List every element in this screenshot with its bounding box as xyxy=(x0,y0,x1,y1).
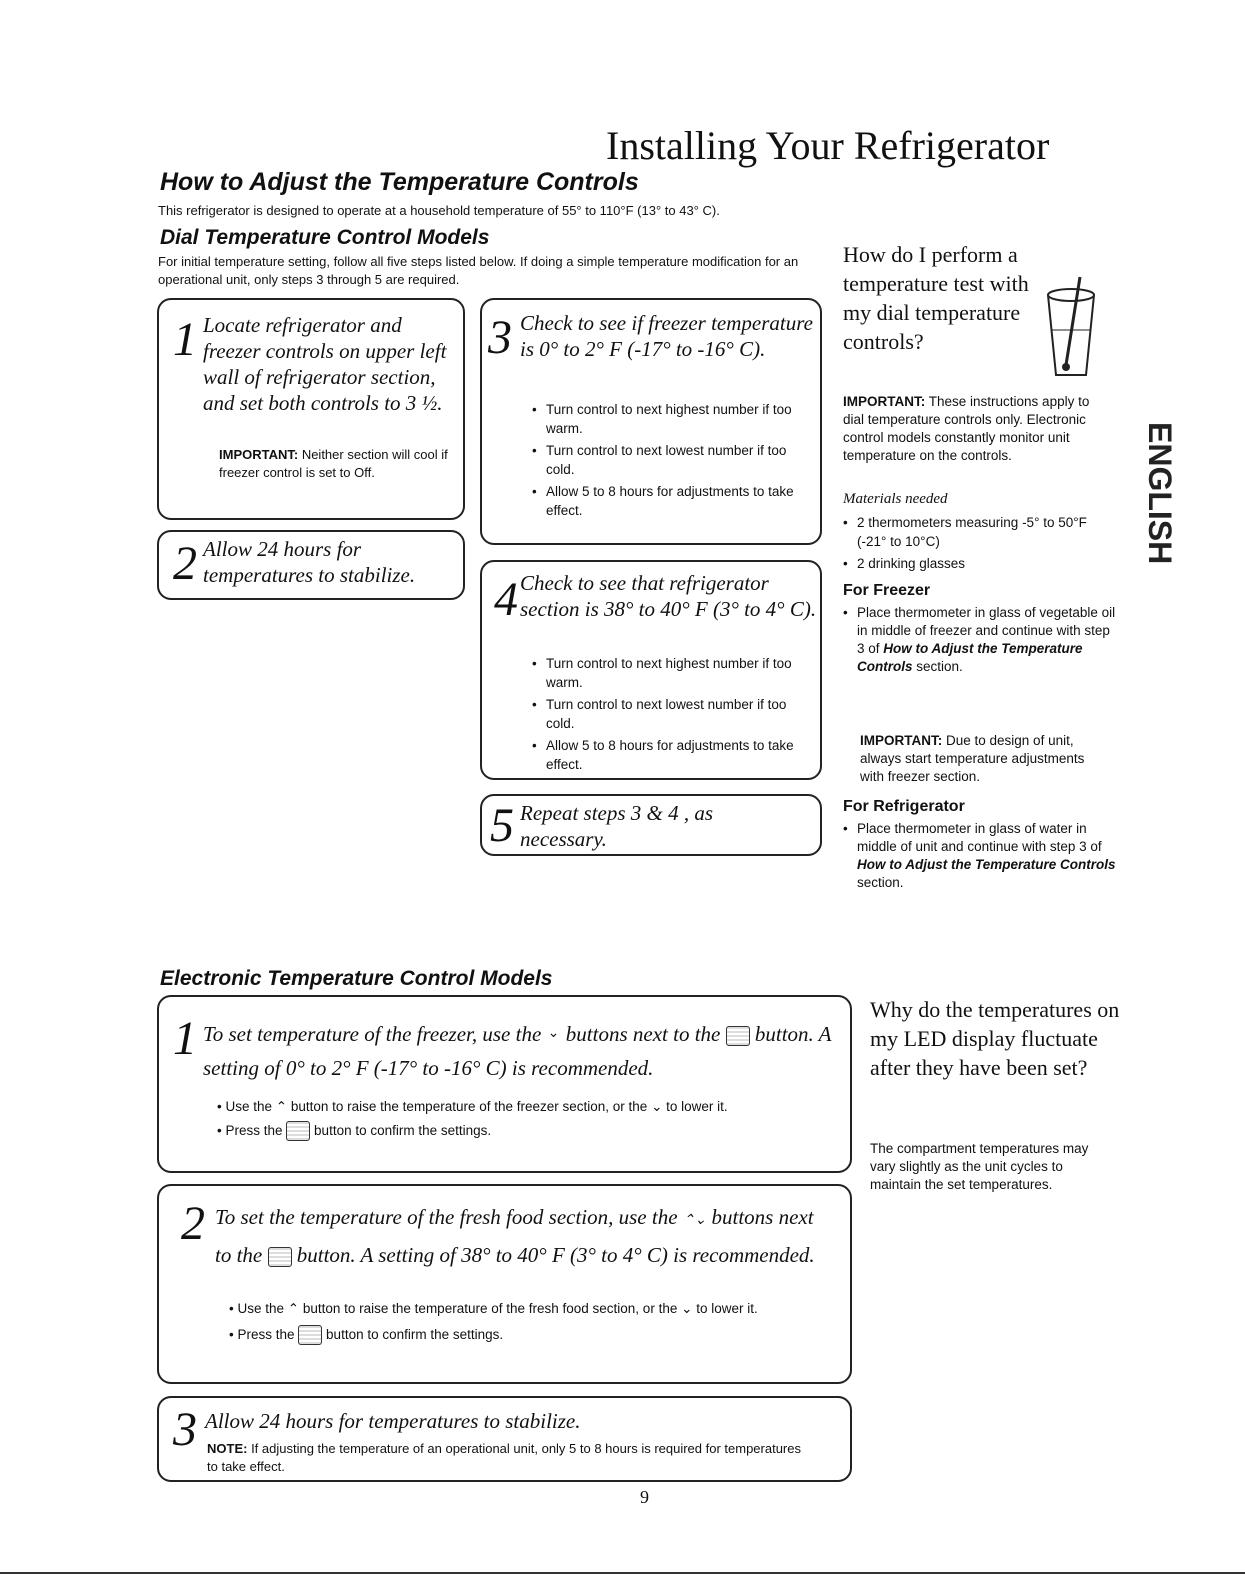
step-bullets xyxy=(532,654,817,777)
freezer-link: How to Adjust the Temperature Controls xyxy=(857,641,1083,674)
step-number: 2 xyxy=(173,537,197,590)
dial-step5-box xyxy=(480,794,822,856)
bullet-text: button to confirm the settings. xyxy=(326,1327,504,1342)
page-number: 9 xyxy=(640,1487,649,1507)
dial-step2-box xyxy=(157,530,465,600)
note-label: NOTE: xyxy=(207,1441,248,1456)
fridge-text-end: section. xyxy=(857,875,904,890)
sidebar-question: How do I perform a temperature test with my dial temperature controls? xyxy=(843,242,1029,354)
up-arrow-icon: ⌃ xyxy=(275,1099,288,1114)
important-text: Due to design of unit, always start temperature adjustments with freezer section. xyxy=(860,733,1085,784)
bullet-item: • Allow 5 to 8 hours for adjustments to take effect. xyxy=(532,736,817,774)
electronic-step3-box xyxy=(157,1396,852,1482)
bullet-item: • Press the button to confirm the settings. xyxy=(229,1322,829,1348)
led-answer: The compartment temperatures may vary slightly as the unit cycles to maintain the set temperatures. xyxy=(870,1141,1089,1192)
step-number: 3 xyxy=(173,1403,197,1456)
important-label: IMPORTANT: xyxy=(860,733,943,748)
bullet-text: Use the xyxy=(225,1099,273,1114)
step-heading: Check to see if freezer temperature is 0° to 2° F (-17° to -16° C). xyxy=(520,311,813,361)
step-heading: Allow 24 hours for temperatures to stabilize. xyxy=(203,537,416,587)
bullet-item: • Turn control to next lowest number if too cold. xyxy=(532,441,817,479)
max-cool-button-icon xyxy=(268,1247,292,1267)
control-settings-button-icon xyxy=(298,1325,322,1345)
electronic-heading: Electronic Temperature Control Models xyxy=(160,967,553,990)
bullet-item: • Turn control to next lowest number if too cold. xyxy=(532,695,817,733)
bullet-text: Press the xyxy=(225,1123,283,1138)
note-label: IMPORTANT: xyxy=(219,447,299,462)
fridge-text: Place thermometer in glass of water in middle of unit and continue with step 3 of xyxy=(857,821,1102,854)
language-tab xyxy=(1125,420,1178,650)
intro-text: This refrigerator is designed to operate at a household temperature of 55° to 110°F (13° to 43° C). xyxy=(158,203,720,218)
step-note xyxy=(219,446,451,482)
material-item: • 2 thermometers measuring -5° to 50°F (-21° to 10°C) xyxy=(843,513,1108,551)
step-bullets xyxy=(229,1296,829,1348)
fridge-label: For Refrigerator xyxy=(843,798,965,815)
fridge-link: How to Adjust the Temperature Controls xyxy=(857,857,1116,872)
bullet-dot: • xyxy=(843,821,848,836)
down-arrow-icon: ⌄ xyxy=(681,1301,693,1316)
heading-part: buttons next to the xyxy=(215,1205,814,1267)
thermometer-glass-icon xyxy=(1040,275,1100,385)
dial-heading: Dial Temperature Control Models xyxy=(160,226,490,249)
bullet-text: button to confirm the settings. xyxy=(314,1123,492,1138)
step-heading xyxy=(203,1017,843,1085)
bullet-text: button to raise the temperature of the freezer section, or the xyxy=(290,1099,648,1114)
bullet-item: • Turn control to next highest number if too warm. xyxy=(532,654,817,692)
bullet-item: • Use the ⌃ button to raise the temperature of the freezer section, or the ⌄ to lower it. xyxy=(217,1099,728,1114)
max-freeze-button-icon xyxy=(726,1026,750,1046)
language-tab-text: ENGLISH xyxy=(1142,422,1178,565)
up-arrow-icon: ⌃ xyxy=(287,1301,300,1316)
control-settings-button-icon xyxy=(286,1121,310,1141)
bullet-text: to lower it. xyxy=(696,1301,758,1316)
step-number: 5 xyxy=(490,799,514,852)
heading-part: buttons next to the xyxy=(565,1022,721,1046)
freezer-label: For Freezer xyxy=(843,582,931,599)
important-text: These instructions apply to dial temperature controls only. Electronic control models constantly monitor unit temperature on the controls. xyxy=(843,394,1090,463)
heading-part: button. A setting of 38° to 40° F (3° to 4° C) is recommended. xyxy=(296,1243,815,1267)
bullet-text: Use the xyxy=(237,1301,285,1316)
temp-set-icon: ⌄ xyxy=(547,1024,560,1041)
dial-intro: For initial temperature setting, follow all five steps listed below. If doing a simple temperature modification for an operational unit, only steps 3 through 5 are required. xyxy=(158,254,799,287)
heading-part: To set the temperature of the fresh food section, use the xyxy=(215,1205,678,1229)
section-heading: How to Adjust the Temperature Controls xyxy=(160,168,639,196)
step-bullets xyxy=(217,1095,837,1143)
step-heading: Check to see that refrigerator section is 38° to 40° F (3° to 4° C). xyxy=(520,571,817,621)
bullet-text: to lower it. xyxy=(666,1099,728,1114)
dial-step1-box xyxy=(157,298,465,520)
bullet-text: button to raise the temperature of the fresh food section, or the xyxy=(302,1301,678,1316)
step-note xyxy=(207,1440,807,1476)
heading-part: To set temperature of the freezer, use the xyxy=(203,1022,542,1046)
material-item: • 2 drinking glasses xyxy=(843,554,1108,573)
step-heading: Locate refrigerator and freezer controls on upper left wall of refrigerator section, and set both controls to 3 ½. xyxy=(203,313,447,415)
step-heading: Allow 24 hours for temperatures to stabilize. xyxy=(205,1409,581,1433)
freezer-instructions xyxy=(843,604,1119,676)
step-number: 4 xyxy=(494,573,518,626)
step-bullets xyxy=(532,400,817,523)
electronic-step2-box xyxy=(157,1184,852,1384)
bullet-item: • Use the ⌃ button to raise the temperature of the fresh food section, or the ⌄ to lower it. xyxy=(229,1301,758,1316)
sidebar-important xyxy=(843,393,1105,465)
bullet-item: • Turn control to next highest number if too warm. xyxy=(532,400,817,438)
step-number: 1 xyxy=(173,313,197,366)
step-heading xyxy=(215,1200,815,1272)
electronic-step1-box xyxy=(157,995,852,1173)
freezer-text: Place thermometer in glass of vegetable oil in middle of freezer and continue with step 3 of xyxy=(857,605,1116,656)
freezer-text-end: section. xyxy=(912,659,963,674)
heading-part: button. A setting of 0° to 2° F (-17° to -16° C) is recommended. xyxy=(203,1022,832,1080)
materials-list xyxy=(843,513,1108,576)
led-question: Why do the temperatures on my LED display fluctuate after they have been set? xyxy=(870,997,1120,1080)
page-title: Installing Your Refrigerator xyxy=(606,123,1050,168)
note-text: If adjusting the temperature of an operational unit, only 5 to 8 hours is required for temperatures to take effect. xyxy=(207,1441,801,1474)
down-arrow-icon: ⌄ xyxy=(651,1099,663,1114)
freezer-important xyxy=(860,732,1110,786)
materials-label: Materials needed xyxy=(843,491,948,507)
fridge-instructions xyxy=(843,820,1119,892)
temp-set-icon: ⌃⌄ xyxy=(682,1213,707,1228)
bullet-dot: • xyxy=(843,605,848,620)
step-number: 3 xyxy=(488,311,512,364)
step-number: 1 xyxy=(173,1012,197,1065)
bullet-item: • Press the button to confirm the settings. xyxy=(217,1119,837,1143)
dial-step4-box xyxy=(480,560,822,780)
dial-step3-box xyxy=(480,298,822,545)
bottom-rule xyxy=(0,1572,1245,1574)
bullet-text: Press the xyxy=(237,1327,295,1342)
bullet-item: • Allow 5 to 8 hours for adjustments to take effect. xyxy=(532,482,817,520)
step-number: 2 xyxy=(181,1197,205,1250)
step-heading: Repeat steps 3 & 4 , as necessary. xyxy=(520,801,714,851)
important-label: IMPORTANT: xyxy=(843,394,926,409)
note-text: Neither section will cool if freezer control is set to Off. xyxy=(219,447,448,480)
